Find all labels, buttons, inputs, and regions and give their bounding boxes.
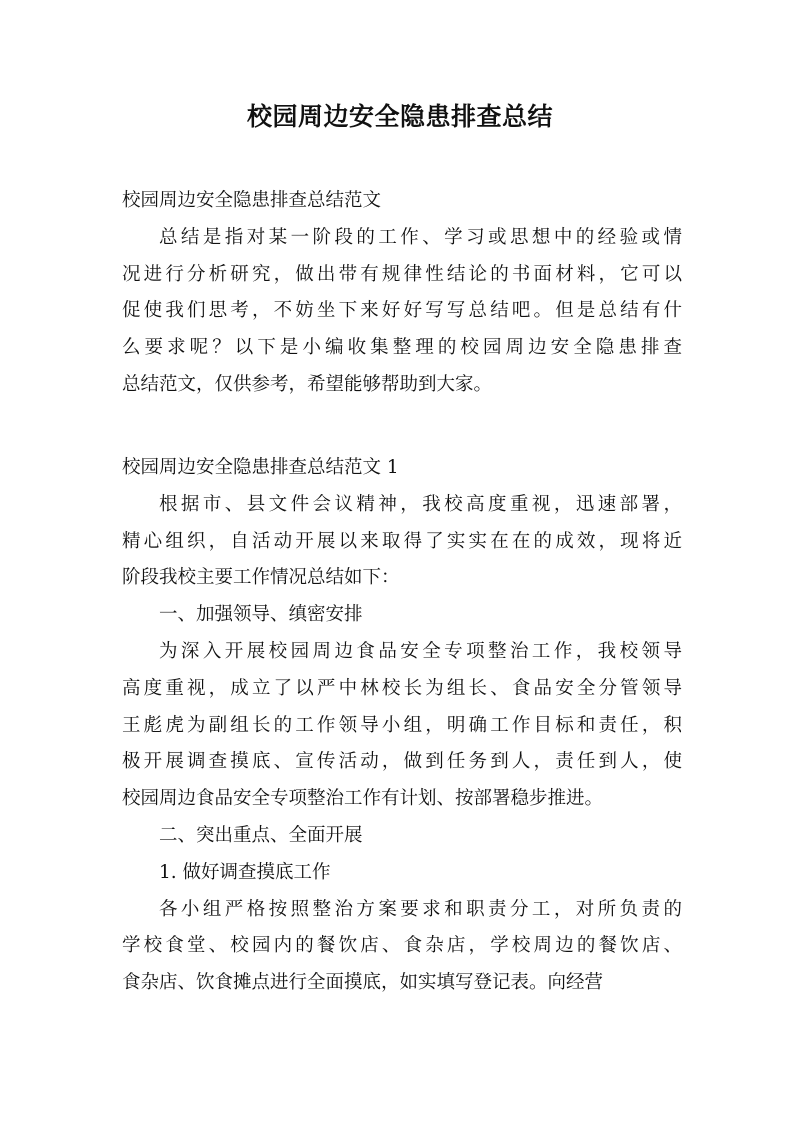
- subheading: 一、加强领导、缜密安排: [159, 604, 363, 626]
- paragraph-line: 高度重视，成立了以严中林校长为组长、食品安全分管领导: [122, 677, 682, 699]
- paragraph-line: 王彪虎为副组长的工作领导小组，明确工作目标和责任，积: [122, 714, 682, 736]
- sample-1-section: [122, 450, 682, 1002]
- document-title: 校园周边安全隐患排查总结: [246, 102, 553, 131]
- subheading: 1. 做好调查摸底工作: [159, 861, 331, 883]
- paragraph-line: 学校食堂、校园内的餐饮店、食杂店，学校周边的餐饮店、: [122, 935, 682, 957]
- paragraph-line: 极开展调查摸底、宣传活动，做到任务到人，责任到人，使: [122, 751, 682, 773]
- intro-section: [122, 183, 682, 404]
- paragraph-line: 食杂店、饮食摊点进行全面摸底，如实填写登记表。向经营: [122, 972, 604, 994]
- paragraph-line: 总结是指对某一阶段的工作、学习或思想中的经验或情: [159, 226, 682, 248]
- paragraph-line: 根据市、县文件会议精神，我校高度重视，迅速部署，: [159, 493, 682, 515]
- paragraph-line: 为深入开展校园周边食品安全专项整治工作，我校领导: [159, 640, 682, 662]
- paragraph-line: 促使我们思考，不妨坐下来好好写写总结吧。但是总结有什: [122, 300, 682, 322]
- paragraph-line: 各小组严格按照整治方案要求和职责分工，对所负责的: [159, 898, 682, 920]
- paragraph-line: 阶段我校主要工作情况总结如下：: [122, 567, 400, 589]
- paragraph-line: 么要求呢？以下是小编收集整理的校园周边安全隐患排查: [122, 337, 682, 359]
- paragraph-line: 总结范文，仅供参考，希望能够帮助到大家。: [122, 373, 493, 395]
- section-heading: 校园周边安全隐患排查总结范文: [122, 190, 382, 211]
- paragraph-line: 校园周边食品安全专项整治工作有计划、按部署稳步推进。: [122, 788, 604, 810]
- section-heading: 校园周边安全隐患排查总结范文 1: [122, 457, 399, 478]
- paragraph-line: 精心组织，自活动开展以来取得了实实在在的成效，现将近: [122, 530, 682, 552]
- subheading: 二、突出重点、全面开展: [159, 824, 363, 846]
- paragraph-line: 况进行分析研究，做出带有规律性结论的书面材料，它可以: [122, 263, 682, 285]
